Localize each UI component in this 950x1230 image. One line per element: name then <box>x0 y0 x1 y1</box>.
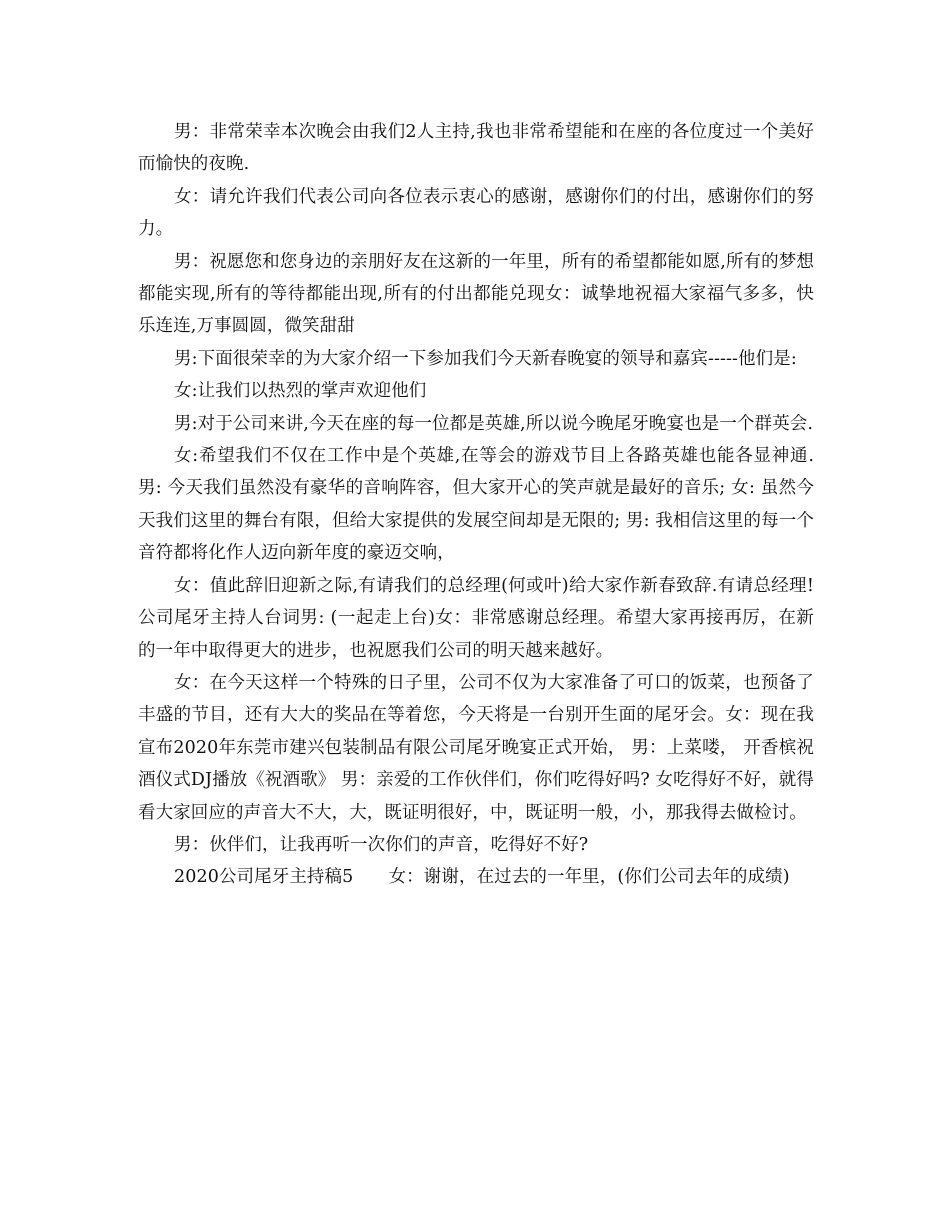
paragraph-4: 男:下面很荣幸的为大家介绍一下参加我们今天新春晚宴的领导和嘉宾-----他们是: <box>174 348 797 369</box>
paragraph-7: 女:希望我们不仅在工作中是个英雄,在等会的游戏节目上各路英雄也能各显神通. 男: 今天我们虽然没有豪华的音响阵容，但大家开心的笑声就是最好的音乐; 女: 虽然今天我们这里的舞台有限，但给大家提供的发展空间却是无限的; 男: 我相信这里的每一个音符都将化作人迈向新年度的豪迈交响， <box>138 446 814 564</box>
paragraph-1: 男：非常荣幸本次晚会由我们2人主持,我也非常希望能和在座的各位度过一个美好而愉快的夜晚. <box>138 122 814 175</box>
paragraph-8: 女：值此辞旧迎新之际,有请我们的总经理(何或叶)给大家作新春致辞.有请总经理!公司尾牙主持人台词男: (一起走上台)女：非常感谢总经理。希望大家再接再厉，在新的一年中取得更大的进步，也祝愿我们公司的明天越来越好。 <box>138 575 814 661</box>
paragraph-6: 男:对于公司来讲,今天在座的每一位都是英雄,所以说今晚尾牙晚宴也是一个群英会. <box>174 413 813 434</box>
paragraph-11: 2020公司尾牙主持稿5 女：谢谢，在过去的一年里，(你们公司去年的成绩) <box>174 867 790 888</box>
paragraph-9: 女：在今天这样一个特殊的日子里，公司不仅为大家准备了可口的饭菜，也预备了丰盛的节目，还有大大的奖品在等着您，今天将是一台别开生面的尾牙会。女：现在我宣布2020年东莞市建兴包装制品有限公司尾牙晚宴正式开始， 男：上菜喽， 开香槟祝酒仪式DJ播放《祝酒歌》 男：亲爱的工作伙伴们，你们吃得好吗? 女吃得好不好，就得看大家回应的声音大不大，大，既证明很好，中，既证明一般，小，那我得去做检讨。 <box>138 672 814 823</box>
document-body <box>138 116 814 894</box>
paragraph-3: 男：祝愿您和您身边的亲朋好友在这新的一年里，所有的希望都能如愿,所有的梦想都能实现,所有的等待都能出现,所有的付出都能兑现女：诚挚地祝福大家福气多多，快乐连连,万事圆圆，微笑甜甜 <box>138 251 814 337</box>
paragraph-5: 女:让我们以热烈的掌声欢迎他们 <box>174 381 427 402</box>
paragraph-2: 女：请允许我们代表公司向各位表示衷心的感谢，感谢你们的付出，感谢你们的努力。 <box>138 186 814 240</box>
paragraph-10: 男：伙伴们，让我再听一次你们的声音，吃得好不好? <box>174 834 589 855</box>
